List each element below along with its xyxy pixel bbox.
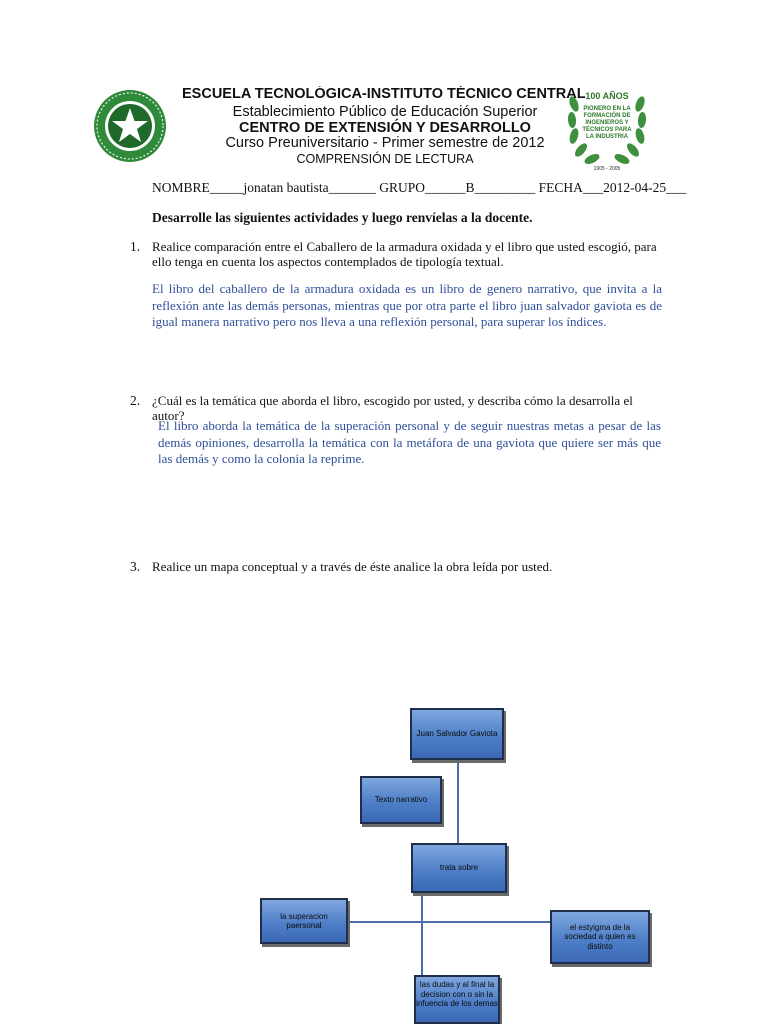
svg-text:FORMACIÓN DE: FORMACIÓN DE bbox=[583, 113, 631, 119]
connector-left-right bbox=[346, 921, 551, 923]
question-1-number: 1. bbox=[130, 239, 141, 254]
concept-node-topic: trata sobre bbox=[411, 843, 507, 893]
logo-right-line-0: 100 AÑOS bbox=[585, 91, 629, 101]
concept-node-genre: Texto narrativo bbox=[360, 776, 442, 824]
question-2-number: 2. bbox=[130, 393, 141, 408]
question-1-text: Realice comparación entre el Caballero de la armadura oxidada y el libro que usted escogió, para ello tenga en cuenta los aspectos contemplados de tipología textual. bbox=[152, 239, 657, 269]
concept-node-root: Juan Salvador Gaviota bbox=[410, 708, 504, 760]
course-name: Curso Preuniversitario - Primer semestre de 2012 bbox=[225, 135, 545, 151]
svg-text:PIONERO EN LA: PIONERO EN LA bbox=[583, 106, 631, 112]
question-1-answer: El libro del caballero de la armadura oxidada es un libro de genero narrativo, que invita a la reflexión ante las demás personas, mientras que por otra parte el libro juan salvador gaviota es de igual manera narrativo pero nos lleva a una reflexión personal, para superar los índices. bbox=[152, 281, 662, 329]
svg-text:TÉCNICOS PARA: TÉCNICOS PARA bbox=[582, 127, 632, 133]
question-3-text: Realice un mapa conceptual y a través de éste analice la obra leída por usted. bbox=[152, 559, 553, 574]
subject-title: COMPRENSIÓN DE LECTURA bbox=[296, 152, 474, 166]
question-2-text: ¿Cuál es la temática que aborda el libro, escogido por usted, y describa cómo la desarrolla el autor? bbox=[152, 393, 633, 423]
instructions: Desarrolle las siguientes actividades y luego renvíelas a la docente. bbox=[152, 210, 533, 225]
svg-text:1905 - 2005: 1905 - 2005 bbox=[593, 166, 621, 172]
concept-node-right: el estyigma de la sociedad a quien es distinto bbox=[550, 910, 650, 964]
institution-subtitle: Establecimiento Público de Educación Superior bbox=[232, 104, 538, 120]
concept-node-bottom: las dudas y al final la decision con o sin la infuencia de los demas bbox=[414, 975, 500, 1024]
concept-node-left: la superacion paersonal bbox=[260, 898, 348, 944]
center-name: CENTRO DE EXTENSIÓN Y DESARROLLO bbox=[239, 120, 531, 136]
svg-text:INGENIEROS Y: INGENIEROS Y bbox=[585, 120, 629, 126]
question-2-answer: El libro aborda la temática de la superación personal y de seguir nuestras metas a pesar de las demás opiniones, desarrolla la temática con la metáfora de una gaviota que quiere ser más que las demás y como la colonia la reprime. bbox=[158, 418, 661, 466]
connector-topic-bottom bbox=[421, 893, 423, 975]
institution-name: ESCUELA TECNOLÓGICA-INSTITUTO TÉCNICO CENTRAL bbox=[182, 86, 586, 102]
connector-root-topic bbox=[457, 760, 459, 844]
question-3-number: 3. bbox=[130, 559, 141, 574]
svg-text:LA INDUSTRIA: LA INDUSTRIA bbox=[585, 134, 629, 140]
student-info-line: NOMBRE_____jonatan bautista_______ GRUPO______B_________ FECHA___2012-04-25___ bbox=[152, 180, 687, 195]
